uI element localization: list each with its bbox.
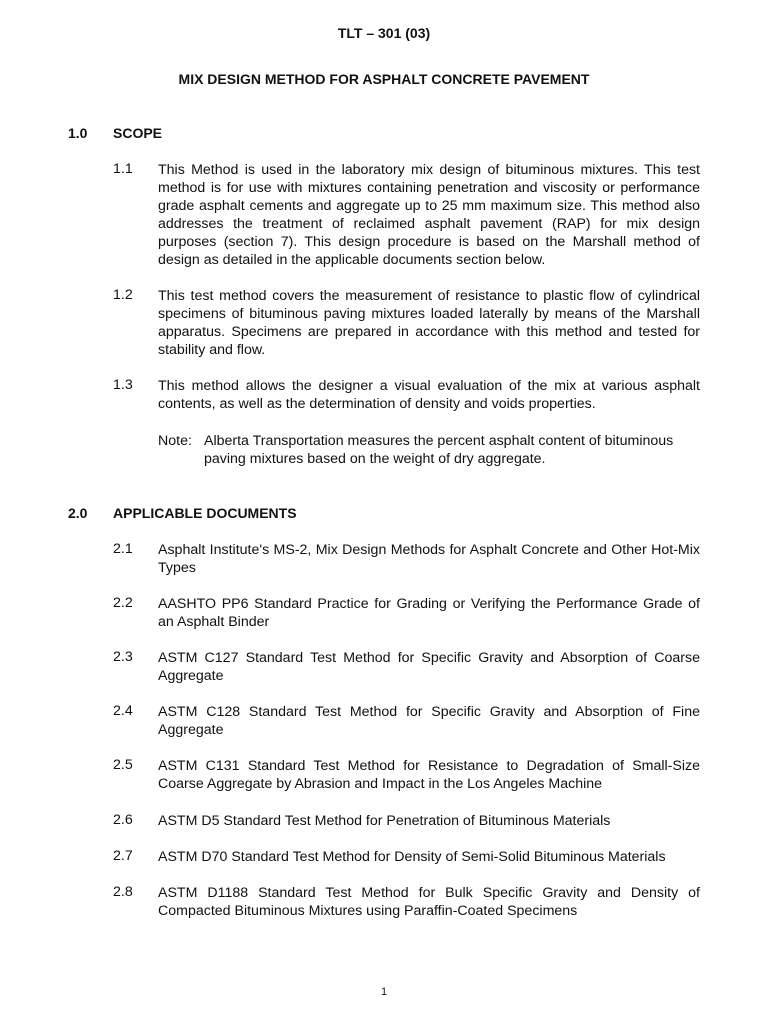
item-number: 2.5 — [113, 757, 133, 773]
list-item — [113, 884, 700, 920]
document-title: MIX DESIGN METHOD FOR ASPHALT CONCRETE PAVEMENT — [178, 71, 590, 87]
list-item — [113, 757, 700, 793]
item-number: 2.8 — [113, 884, 133, 900]
item-number: 2.7 — [113, 848, 133, 864]
item-text: This Method is used in the laboratory mix design of bituminous mixtures. This test method is for use with mixtures containing penetration and viscosity or performance grade asphalt cements and aggregate up to 25 mm maximum size. This method also addresses the treatment of reclaimed asphalt pavement (RAP) for mix design purposes (section 7). This design procedure is based on the Marshall method of design as detailed in the applicable documents section below. — [158, 162, 700, 268]
item-text: AASHTO PP6 Standard Practice for Grading or Verifying the Performance Grade of an Asphalt Binder — [158, 596, 700, 630]
item-number: 2.1 — [113, 541, 133, 557]
note-label: Note: — [158, 433, 192, 449]
item-text: ASTM D1188 Standard Test Method for Bulk Specific Gravity and Density of Compacted Bituminous Mixtures using Paraffin-Coated Specimens — [158, 885, 700, 919]
item-number: 2.2 — [113, 595, 133, 611]
item-number: 1.1 — [113, 161, 133, 177]
section-heading-scope — [68, 125, 162, 141]
section-number: 2.0 — [68, 505, 88, 521]
section-title: APPLICABLE DOCUMENTS — [113, 505, 297, 521]
list-item — [113, 703, 700, 739]
list-item — [113, 649, 700, 685]
item-text: ASTM C131 Standard Test Method for Resistance to Degradation of Small-Size Coarse Aggregate by Abrasion and Impact in the Los Angeles Machine — [158, 758, 700, 792]
item-text: ASTM C127 Standard Test Method for Specific Gravity and Absorption of Coarse Aggregate — [158, 650, 700, 684]
item-text: ASTM D5 Standard Test Method for Penetration of Bituminous Materials — [158, 813, 611, 829]
item-text: ASTM D70 Standard Test Method for Density of Semi-Solid Bituminous Materials — [158, 849, 666, 865]
page-number: 1 — [380, 986, 388, 998]
section-title: SCOPE — [113, 125, 163, 141]
list-item — [113, 541, 700, 577]
item-number: 2.6 — [113, 812, 133, 828]
list-item — [113, 848, 700, 866]
item-text: ASTM C128 Standard Test Method for Specific Gravity and Absorption of Fine Aggregate — [158, 704, 700, 738]
note-text: Alberta Transportation measures the percent asphalt content of bituminous paving mixtures based on the weight of dry aggregate. — [204, 433, 674, 467]
section-heading-applicable-documents — [68, 505, 297, 521]
note — [158, 432, 700, 468]
list-item — [113, 161, 700, 269]
list-item — [113, 287, 700, 359]
item-number: 1.3 — [113, 377, 133, 393]
item-text: Asphalt Institute's MS-2, Mix Design Methods for Asphalt Concrete and Other Hot-Mix Types — [158, 542, 700, 576]
document-code: TLT – 301 (03) — [337, 25, 431, 41]
item-text: This method allows the designer a visual evaluation of the mix at various asphalt contents, as well as the determination of density and voids properties. — [158, 378, 700, 412]
item-number: 2.3 — [113, 649, 133, 665]
list-item — [113, 812, 700, 830]
item-number: 1.2 — [113, 287, 133, 303]
list-item — [113, 595, 700, 631]
section-number: 1.0 — [68, 125, 88, 141]
list-item — [113, 377, 700, 413]
item-number: 2.4 — [113, 703, 133, 719]
item-text: This test method covers the measurement of resistance to plastic flow of cylindrical specimens of bituminous paving mixtures loaded laterally by means of the Marshall apparatus. Specimens are prepared in accordance with this method and tested for stability and flow. — [158, 288, 700, 358]
